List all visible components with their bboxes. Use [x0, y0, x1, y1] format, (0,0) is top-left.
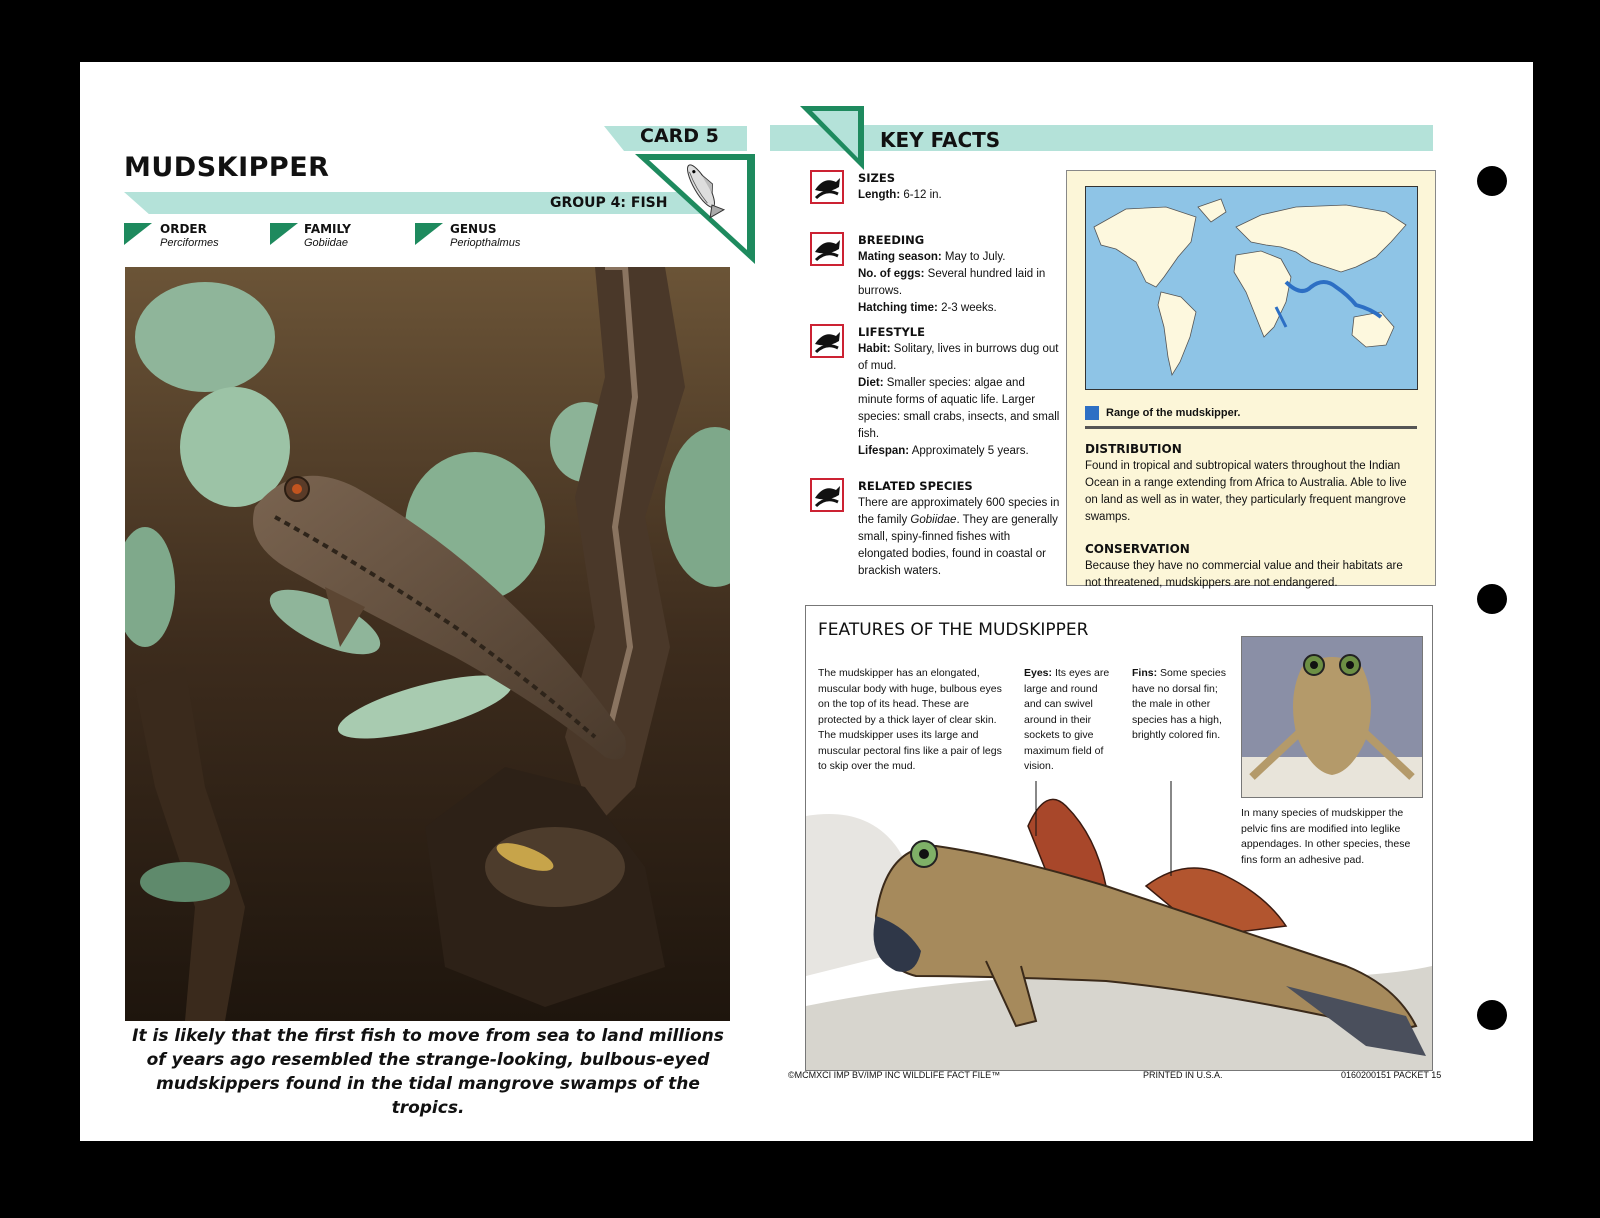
lifestyle-habit: Habit: Solitary, lives in burrows dug out of mud. [858, 343, 1059, 372]
breeding-mating: Mating season: May to July. [858, 251, 1006, 263]
key-facts-title: KEY FACTS [880, 128, 1001, 152]
distribution-heading: DISTRIBUTION [1085, 442, 1182, 456]
conservation-section [1085, 541, 1421, 592]
key-facts-bar [770, 125, 1433, 151]
range-swatch [1085, 406, 1099, 420]
map-legend-label: Range of the mudskipper. [1106, 407, 1241, 419]
breeding-heading: BREEDING [858, 233, 925, 247]
mudskipper-photo [125, 267, 730, 1021]
taxonomy-genus [450, 222, 520, 249]
lifestyle-icon [810, 324, 844, 358]
packet-code: 0160200151 PACKET 15 [1341, 1070, 1442, 1080]
sizes-length: Length: 6-12 in. [858, 189, 942, 201]
binder-hole-middle [1477, 584, 1507, 614]
related-species-icon [810, 478, 844, 512]
genus-value: Periopthalmus [450, 237, 521, 249]
key-facts-emblem [800, 106, 864, 170]
fish-group-emblem [635, 154, 755, 264]
related-heading: RELATED SPECIES [858, 479, 973, 493]
printed-in: PRINTED IN U.S.A. [1143, 1070, 1223, 1080]
features-intro: The mudskipper has an elongated, muscular body with huge, bulbous eyes on the top of its head. These are protected by a thick layer of clear skin. The mudskipper uses its large and muscular pectoral fins like a pair of legs to skip over the mud. [818, 667, 1002, 772]
taxonomy-family [304, 222, 351, 249]
lifestyle-diet: Diet: Smaller species: algae and minute forms of aquatic life. Larger species: small crabs, insects, and small fish. [858, 377, 1060, 440]
breeding-hatching: Hatching time: 2-3 weeks. [858, 302, 997, 314]
features-title: FEATURES OF THE MUDSKIPPER [818, 620, 1089, 640]
lifestyle-section [858, 324, 1062, 460]
fact-card-sheet [80, 62, 1533, 1141]
breeding-section [858, 232, 1062, 317]
breeding-eggs: No. of eggs: Several hundred laid in burrows. [858, 268, 1046, 297]
order-label: ORDER [160, 222, 207, 236]
lifestyle-lifespan: Lifespan: Approximately 5 years. [858, 445, 1029, 457]
features-eyes: Eyes: Its eyes are large and round and can swivel around in their sockets to give maximum field of vision. [1024, 667, 1110, 772]
family-value: Gobiidae [304, 237, 349, 249]
taxonomy-order [160, 222, 219, 249]
pelvic-fin-illustration [1241, 636, 1423, 798]
photo-caption: It is likely that the first fish to move from sea to land millions of years ago resembled the strange-looking, bulbous-eyed mudskippers found in the tidal mangrove swamps of the tropics. [132, 1026, 724, 1118]
order-marker [124, 223, 152, 245]
features-fins: Fins: Some species have no dorsal fin; the male in other species has a high, brightly colored fin. [1132, 667, 1226, 741]
copyright-notice: ©MCMXCI IMP BV/IMP INC WILDLIFE FACT FILE™ [788, 1070, 1001, 1080]
features-panel [805, 605, 1433, 1071]
binder-hole-bottom [1477, 1000, 1507, 1030]
world-range-map [1085, 186, 1418, 390]
family-marker [270, 223, 298, 245]
distribution-text: Found in tropical and subtropical waters throughout the Indian Ocean in a range extending from Africa to Australia. Able to live on land as well as in water, they particularly frequent mangrove swamps. [1085, 460, 1407, 523]
family-label: FAMILY [304, 222, 351, 236]
genus-marker [415, 223, 443, 245]
sizes-heading: SIZES [858, 171, 896, 185]
pelvic-fin-caption: In many species of mudskipper the pelvic fins are modified into leglike appendages. In other species, these fins form an adhesive pad. [1241, 807, 1411, 866]
distribution-box [1066, 170, 1436, 589]
conservation-text: Because they have no commercial value and their habitats are not threatened, mudskippers are not endangered. [1085, 560, 1403, 589]
divider [1085, 426, 1417, 429]
sizes-icon [810, 170, 844, 204]
conservation-heading: CONSERVATION [1085, 542, 1190, 556]
distribution-section [1085, 441, 1421, 526]
sizes-section [858, 170, 1062, 204]
map-legend [1085, 406, 1240, 420]
related-text: There are approximately 600 species in the family Gobiidae. They are generally small, spiny-finned fishes with elongated bodies, found in coastal or brackish waters. [858, 497, 1060, 577]
genus-label: GENUS [450, 222, 497, 236]
group-label: GROUP 4: FISH [550, 195, 668, 211]
related-species-section [858, 478, 1062, 580]
page-title: MUDSKIPPER [124, 152, 330, 183]
card-number: CARD 5 [640, 125, 719, 147]
binder-hole-top [1477, 166, 1507, 196]
order-value: Perciformes [160, 237, 219, 249]
breeding-icon [810, 232, 844, 266]
lifestyle-heading: LIFESTYLE [858, 325, 925, 339]
mudskipper-illustration [806, 776, 1432, 1070]
